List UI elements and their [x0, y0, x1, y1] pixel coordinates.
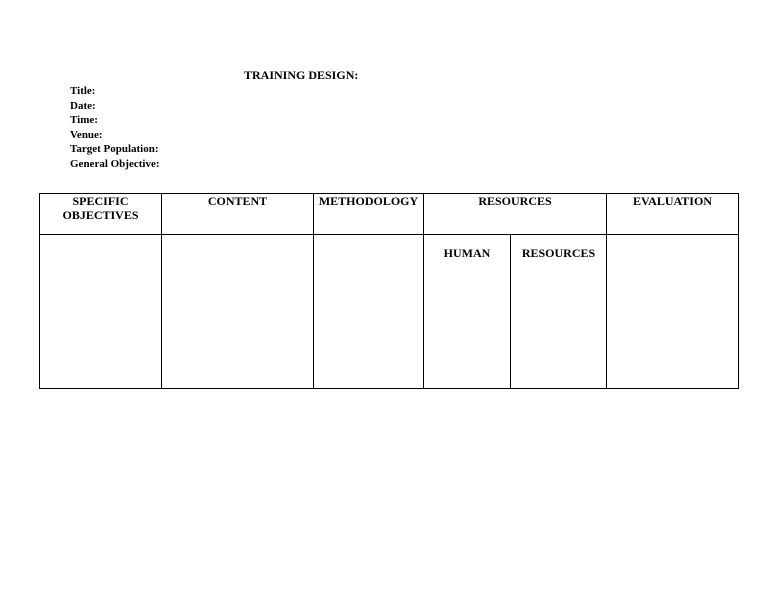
cell-methodology [314, 235, 424, 389]
header-specific-objectives [40, 194, 162, 235]
header-content: CONTENT [162, 194, 314, 235]
document-title: TRAINING DESIGN: [244, 68, 359, 82]
field-time-label: Time: [70, 114, 98, 126]
header-evaluation: EVALUATION [607, 194, 739, 235]
field-date-label: Date: [70, 99, 96, 112]
field-target-population-label: Target Population: [70, 143, 159, 155]
cell-resources-human [424, 235, 511, 389]
cell-content [162, 235, 314, 389]
training-design-table [39, 193, 739, 389]
header-methodology: METHODOLOGY [314, 194, 424, 235]
subheader-resources: RESOURCES [521, 246, 596, 260]
field-list [70, 84, 160, 171]
header-specific-objectives-line1: SPECIFIC [72, 194, 129, 208]
header-resources: RESOURCES [424, 194, 607, 235]
field-venue-label: Venue: [70, 128, 103, 141]
table-header-row [40, 194, 739, 235]
field-title-label: Title: [70, 85, 96, 97]
table-body-row [40, 235, 739, 389]
cell-evaluation [607, 235, 739, 389]
field-general-objective-label: General Objective: [70, 157, 160, 170]
subheader-human: HUMAN [443, 246, 491, 260]
cell-specific-objectives [40, 235, 162, 389]
header-specific-objectives-line2: OBJECTIVES [62, 208, 139, 222]
cell-resources-resources [511, 235, 607, 389]
